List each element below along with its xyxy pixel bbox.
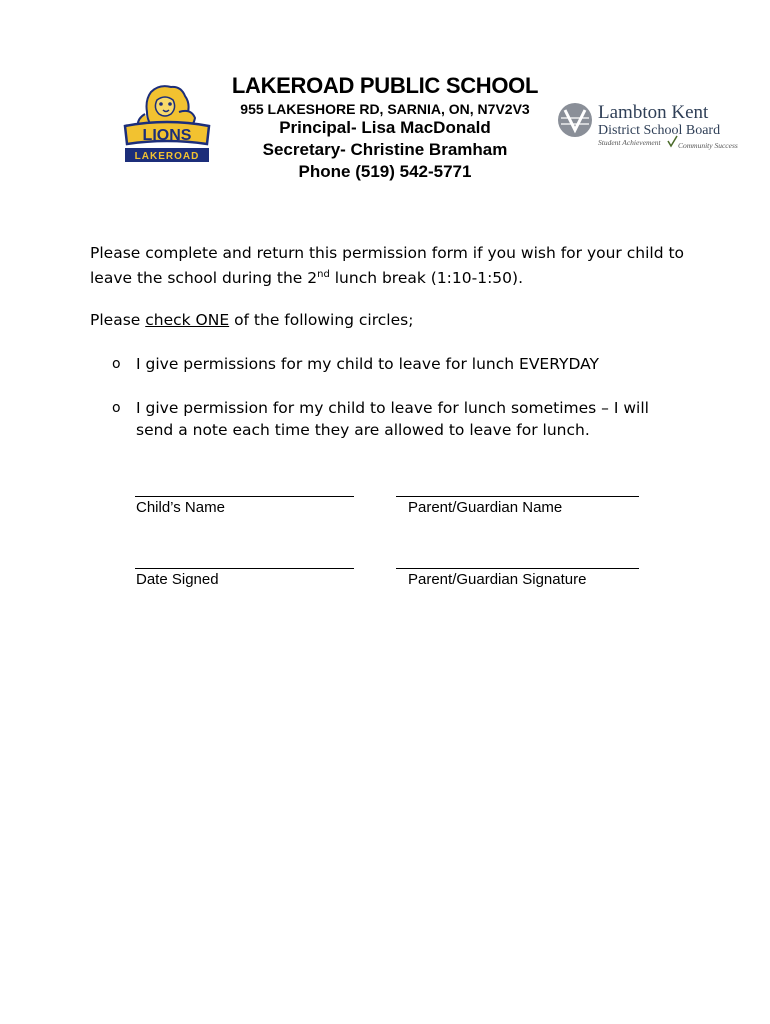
board-subtitle: District School Board — [598, 123, 721, 138]
school-name: LAKEROAD PUBLIC SCHOOL — [231, 73, 539, 98]
logo-subword: LAKEROAD — [134, 151, 200, 162]
instruction-text-start: Please complete and return this permission form if you wish for your child to leave the school during the 2 — [90, 244, 685, 288]
board-tagline-left: Student Achievement — [598, 138, 661, 147]
date-signed-line[interactable] — [135, 568, 354, 569]
child-name-label: Child’s Name — [136, 499, 225, 516]
ordinal-suffix: nd — [317, 269, 330, 280]
option-sometimes-label: I give permission for my child to leave for lunch sometimes – I will send a note each time they are allowed to leave for lunch. — [136, 399, 649, 439]
parent-name-label: Parent/Guardian Name — [408, 499, 563, 516]
parent-signature-label: Parent/Guardian Signature — [408, 571, 587, 588]
parent-name-line[interactable] — [396, 496, 639, 497]
check-instruction-start: Please — [90, 311, 146, 329]
phone-line: Phone (519) 542-5771 — [298, 162, 472, 181]
date-signed-label: Date Signed — [136, 571, 219, 588]
child-name-line[interactable] — [135, 496, 354, 497]
school-address: 955 LAKESHORE RD, SARNIA, ON, N7V2V3 — [240, 101, 530, 117]
board-name: Lambton Kent — [598, 102, 709, 123]
option-everyday-label: I give permissions for my child to leave for lunch EVERYDAY — [136, 355, 599, 373]
board-tagline-right: Community Success — [678, 141, 738, 150]
lambton-kent-logo — [556, 98, 746, 156]
instruction-text-end: lunch break (1:10-1:50). — [329, 269, 524, 288]
check-one-emphasis: check ONE — [145, 311, 230, 329]
instruction-paragraph — [90, 242, 690, 289]
circle-bullet-icon[interactable]: o — [112, 356, 121, 372]
logo-word: LIONS — [142, 127, 192, 144]
check-instruction-end: of the following circles; — [229, 311, 414, 329]
parent-signature-line[interactable] — [396, 568, 639, 569]
secretary-line: Secretary- Christine Bramham — [262, 140, 508, 159]
check-one-instruction — [90, 309, 690, 331]
circle-bullet-icon[interactable]: o — [112, 400, 121, 416]
principal-line: Principal- Lisa MacDonald — [279, 118, 491, 137]
lkdsb-emblem-icon — [558, 103, 592, 137]
